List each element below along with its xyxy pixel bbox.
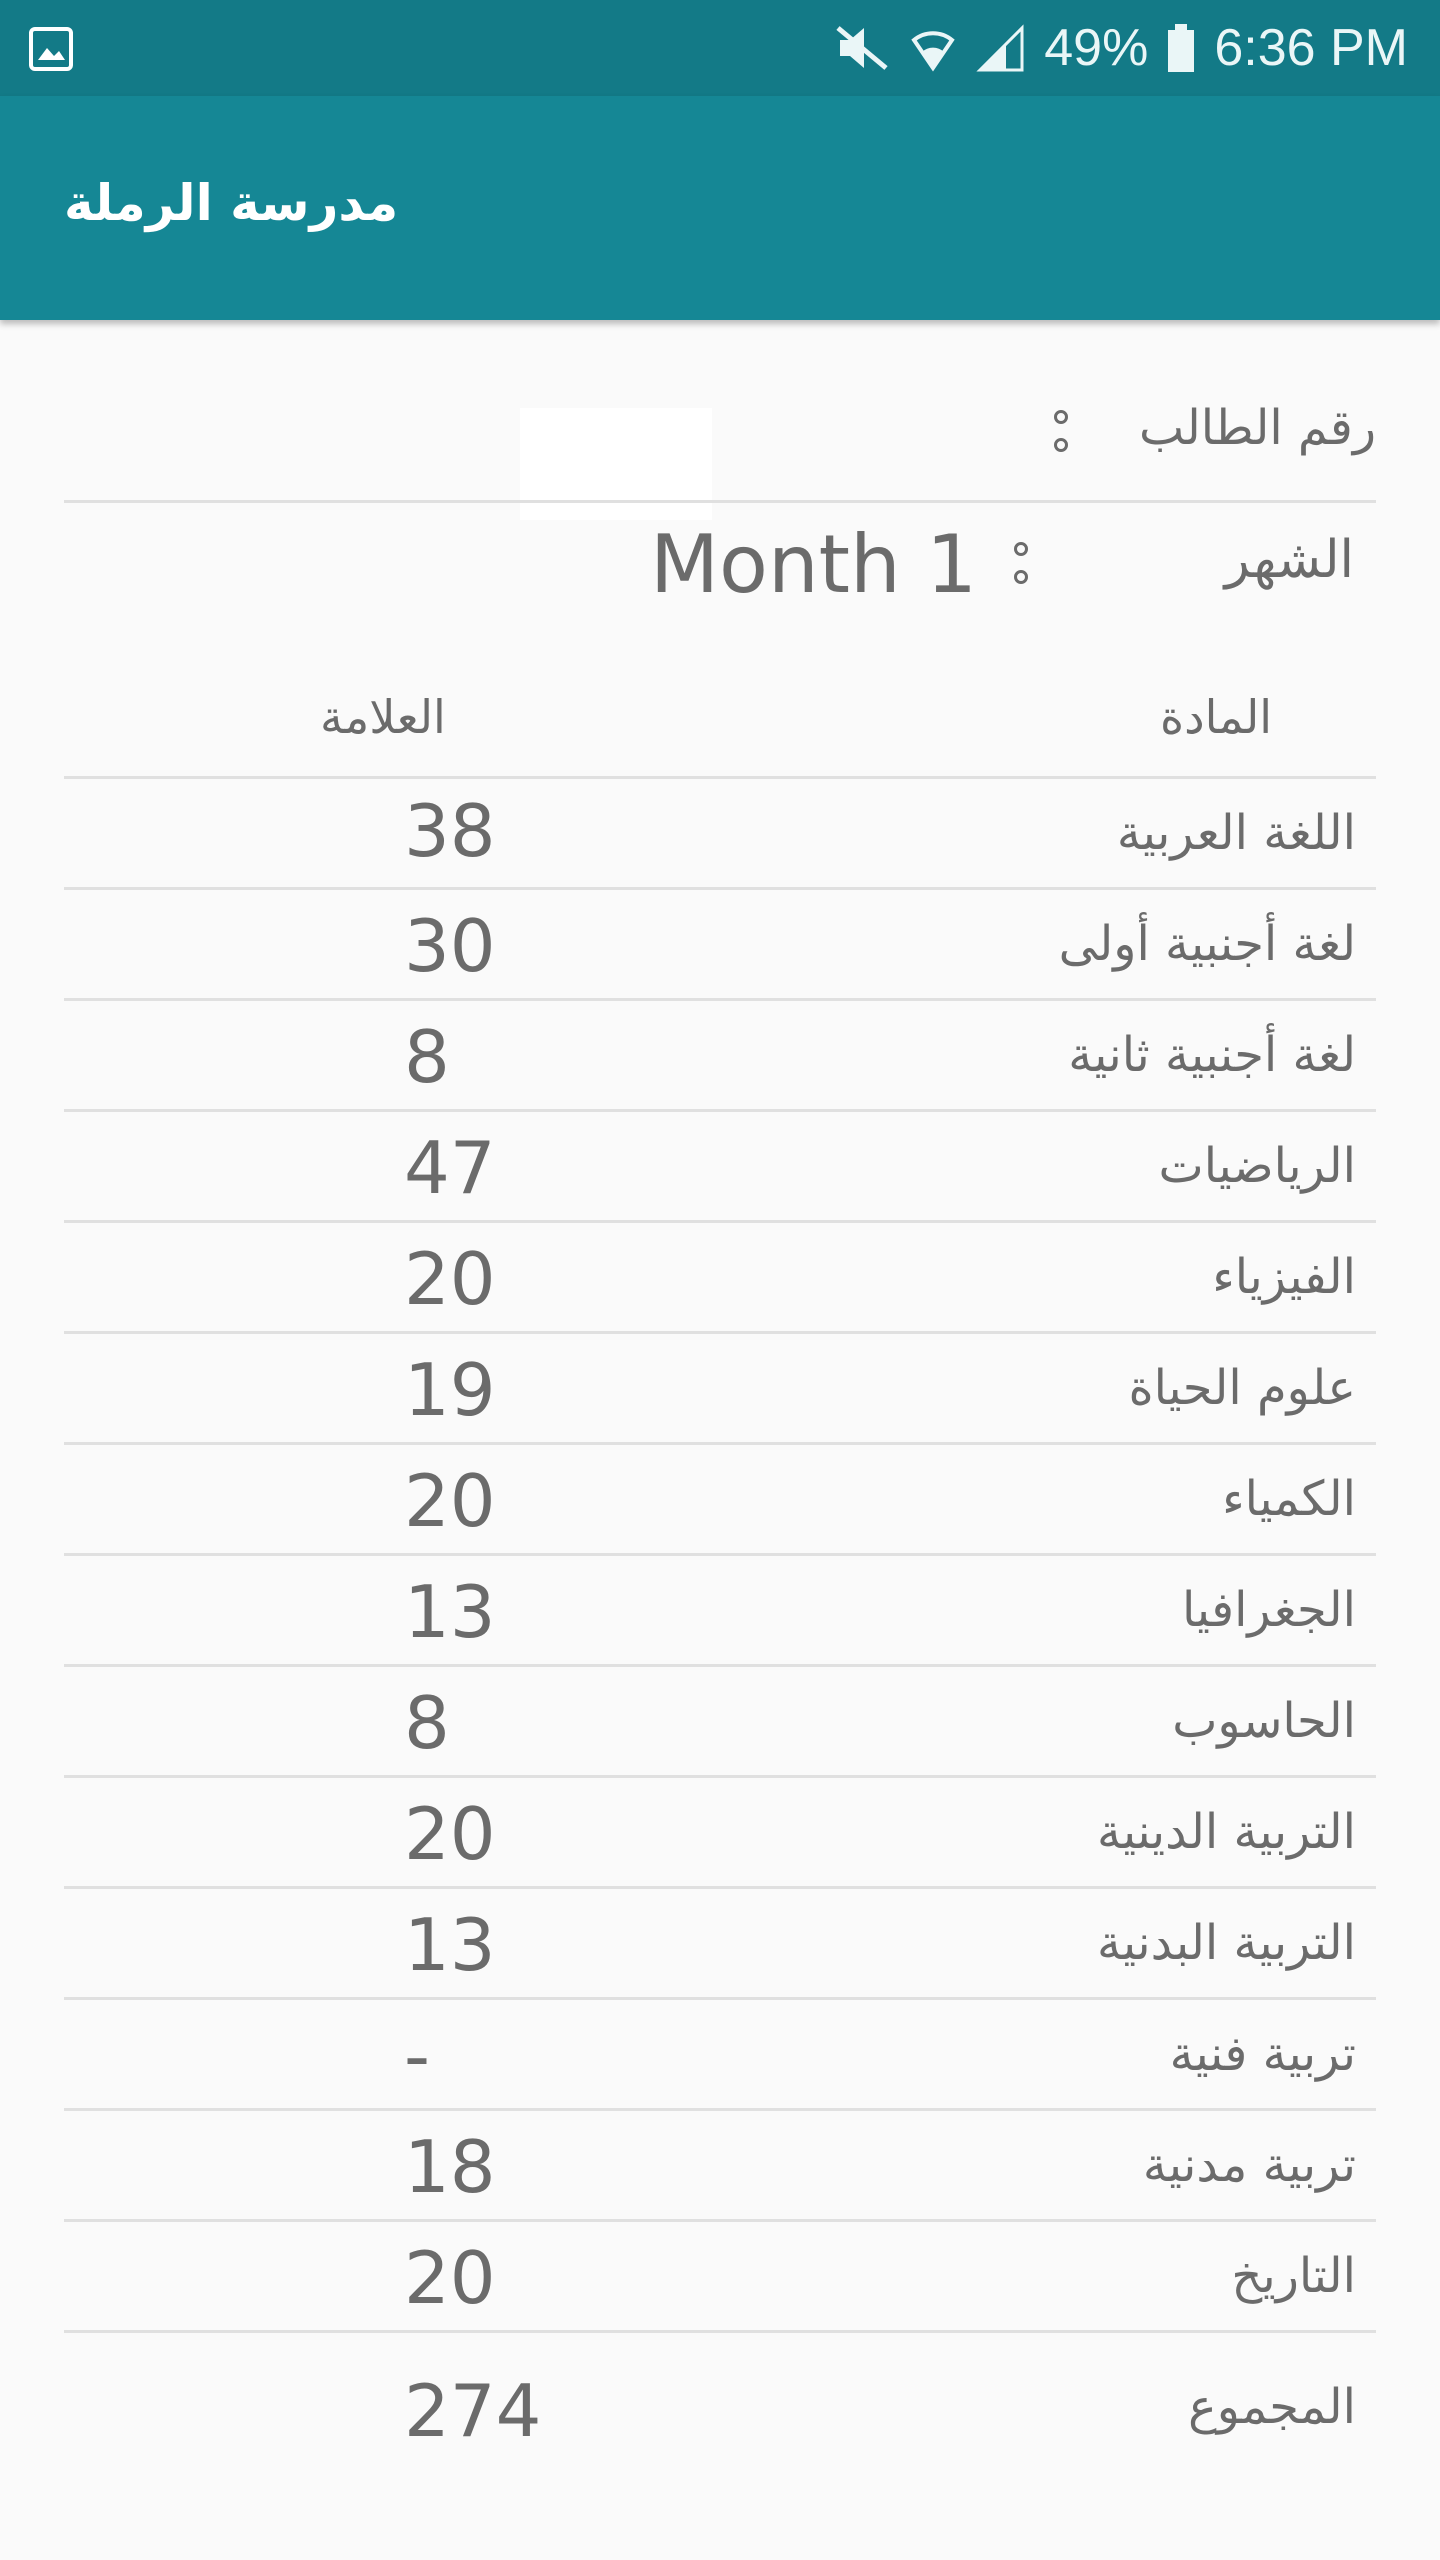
subject-name: الكمياء [1222, 1471, 1356, 1527]
grade-value: 18 [404, 2125, 496, 2209]
student-number-label: رقم الطالب [1138, 400, 1376, 456]
table-row [64, 776, 1376, 887]
table-row [64, 998, 1376, 1109]
grade-value: 20 [404, 2236, 496, 2320]
table-row [64, 1220, 1376, 1331]
month-label: الشهر [1224, 530, 1354, 590]
app-bar [0, 96, 1440, 320]
grades-table [64, 776, 1376, 2480]
grade-value: 20 [404, 1237, 496, 1321]
subject-column-header: المادة [1160, 690, 1272, 744]
grade-value: 47 [404, 1126, 496, 1210]
subject-name: الحاسوب [1172, 1693, 1356, 1749]
subject-name: الجغرافيا [1182, 1582, 1356, 1638]
gallery-notification-icon [28, 26, 74, 72]
subject-name: التربية الدينية [1097, 1804, 1356, 1860]
grade-value: 13 [404, 1570, 496, 1654]
grade-value: 8 [404, 1681, 450, 1765]
grade-value: 30 [404, 904, 496, 988]
table-row [64, 2219, 1376, 2330]
table-row [64, 1664, 1376, 1775]
total-label: المجموع [1188, 2379, 1356, 2435]
wifi-icon [908, 22, 958, 74]
student-number-input[interactable] [520, 408, 712, 520]
subject-name: لغة أجنبية أولى [1058, 916, 1356, 972]
status-time: 6:36 PM [1214, 19, 1408, 77]
subject-name: تربية فنية [1169, 2026, 1356, 2082]
divider [64, 500, 1376, 503]
status-bar [0, 0, 1440, 96]
table-row [64, 1331, 1376, 1442]
grade-value: 19 [404, 1348, 496, 1432]
total-value: 274 [404, 2369, 542, 2453]
subject-name: التربية البدنية [1097, 1915, 1356, 1971]
subject-name: تربية مدنية [1142, 2137, 1356, 2193]
grade-value: 8 [404, 1015, 450, 1099]
grade-value: 20 [404, 1459, 496, 1543]
subject-name: الفيزياء [1212, 1249, 1356, 1305]
colon-icon [1054, 410, 1068, 466]
mute-icon [834, 22, 890, 74]
subject-name: علوم الحياة [1128, 1360, 1356, 1416]
colon-icon [1014, 542, 1028, 598]
grade-column-header: العلامة [320, 690, 446, 744]
table-row [64, 2108, 1376, 2219]
total-row [64, 2330, 1376, 2480]
grade-value: 38 [404, 789, 496, 873]
student-number-row [64, 364, 1376, 484]
table-row [64, 1442, 1376, 1553]
subject-name: لغة أجنبية ثانية [1068, 1027, 1356, 1083]
grade-value: 13 [404, 1903, 496, 1987]
table-row [64, 1886, 1376, 1997]
app-title: مدرسة الرملة [64, 174, 399, 232]
battery-percent: 49% [1044, 19, 1149, 77]
subject-name: اللغة العربية [1116, 805, 1356, 861]
signal-icon [976, 22, 1026, 74]
table-row [64, 1109, 1376, 1220]
table-row [64, 1553, 1376, 1664]
table-row [64, 1997, 1376, 2108]
table-row [64, 887, 1376, 998]
subject-name: الرياضيات [1158, 1138, 1356, 1194]
grade-value: 20 [404, 1792, 496, 1876]
battery-icon [1166, 22, 1196, 74]
grade-value: - [404, 2014, 430, 2098]
month-selector[interactable]: Month 1 [650, 518, 978, 611]
table-row [64, 1775, 1376, 1886]
subject-name: التاريخ [1231, 2248, 1356, 2304]
